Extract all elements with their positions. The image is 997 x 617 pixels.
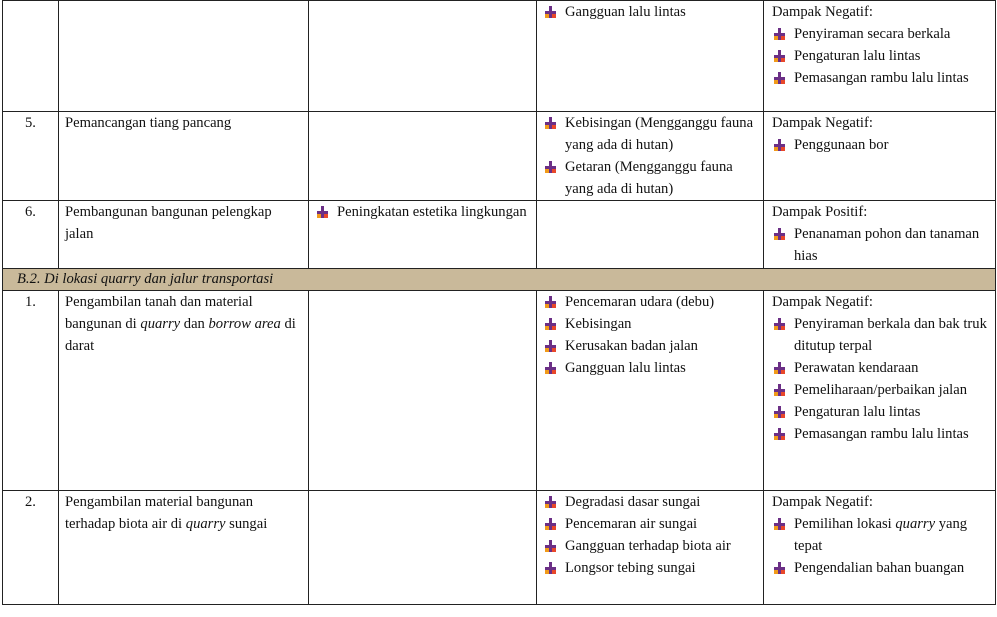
activity-cell: Pengambilan material bangunan terhadap biota air di quarry sungai (59, 491, 309, 605)
bullet-icon (317, 206, 328, 218)
negative-impact-cell (537, 491, 764, 605)
list-item: Peningkatan estetika lingkungan (315, 201, 530, 223)
activity-cell: Pengambilan tanah dan material bangunan di quarry dan borrow area di darat (59, 291, 309, 491)
table-row (3, 491, 996, 605)
positive-impact-cell (309, 1, 537, 112)
bullet-icon (545, 362, 556, 374)
table-row (3, 112, 996, 201)
bullet-icon (545, 117, 556, 129)
row-number: 2. (3, 491, 59, 605)
bullet-icon (774, 28, 785, 40)
activity-cell: Pemancangan tiang pancang (59, 112, 309, 201)
bullet-icon (774, 50, 785, 62)
list-item: Penyiraman secara berkala (772, 23, 989, 45)
negative-impact-cell (537, 201, 764, 269)
bullet-icon (545, 540, 556, 552)
bullet-icon (545, 340, 556, 352)
management-cell (764, 1, 996, 112)
bullet-icon (774, 228, 785, 240)
management-cell (764, 201, 996, 269)
impact-type-label: Dampak Negatif: (772, 115, 873, 131)
row-number: 5. (3, 112, 59, 201)
list-item: Degradasi dasar sungai (543, 491, 757, 513)
bullet-icon (545, 296, 556, 308)
positive-impact-cell (309, 291, 537, 491)
negative-impact-cell (537, 291, 764, 491)
management-cell (764, 112, 996, 201)
list-item: Pemasangan rambu lalu lintas (772, 423, 989, 445)
impact-type-label: Dampak Negatif: (772, 494, 873, 510)
table-row (3, 291, 996, 491)
list-item: Pemasangan rambu lalu lintas (772, 67, 989, 89)
list-item: Penggunaan bor (772, 134, 989, 156)
bullet-icon (774, 562, 785, 574)
row-number: 1. (3, 291, 59, 491)
bullet-icon (545, 6, 556, 18)
bullet-icon (545, 518, 556, 530)
list-item: Getaran (Mengganggu fauna yang ada di hutan) (543, 156, 757, 200)
positive-impact-cell (309, 201, 537, 269)
row-number: 6. (3, 201, 59, 269)
list-item: Kebisingan (543, 313, 757, 335)
list-item: Perawatan kendaraan (772, 357, 989, 379)
positive-impact-cell (309, 491, 537, 605)
section-title: B.2. Di lokasi quarry dan jalur transportasi (3, 269, 996, 291)
management-cell (764, 491, 996, 605)
bullet-icon (774, 72, 785, 84)
positive-impact-cell (309, 112, 537, 201)
bullet-icon (774, 518, 785, 530)
bullet-icon (774, 384, 785, 396)
row-number (3, 1, 59, 112)
list-item: Longsor tebing sungai (543, 557, 757, 579)
list-item: Gangguan lalu lintas (543, 1, 757, 23)
activity-cell: Pembangunan bangunan pelengkap jalan (59, 201, 309, 269)
impact-type-label: Dampak Positif: (772, 204, 868, 220)
impact-type-label: Dampak Negatif: (772, 294, 873, 310)
list-item: Pencemaran air sungai (543, 513, 757, 535)
list-item: Pengaturan lalu lintas (772, 45, 989, 67)
list-item: Pencemaran udara (debu) (543, 291, 757, 313)
bullet-icon (774, 406, 785, 418)
section-header-row (3, 269, 996, 291)
bullet-icon (545, 161, 556, 173)
impact-type-label: Dampak Negatif: (772, 4, 873, 20)
list-item: Gangguan lalu lintas (543, 357, 757, 379)
bullet-icon (774, 362, 785, 374)
table-row (3, 201, 996, 269)
negative-impact-cell (537, 112, 764, 201)
bullet-icon (774, 428, 785, 440)
negative-impact-cell (537, 1, 764, 112)
list-item: Kerusakan badan jalan (543, 335, 757, 357)
bullet-icon (545, 562, 556, 574)
list-item: Kebisingan (Mengganggu fauna yang ada di hutan) (543, 112, 757, 156)
list-item: Pengendalian bahan buangan (772, 557, 989, 579)
table-row (3, 1, 996, 112)
bullet-icon (774, 318, 785, 330)
list-item: Penanaman pohon dan tanaman hias (772, 223, 989, 267)
list-item: Pemilihan lokasi quarry yang tepat (772, 513, 989, 557)
list-item: Pengaturan lalu lintas (772, 401, 989, 423)
list-item: Gangguan terhadap biota air (543, 535, 757, 557)
impact-table (2, 0, 996, 605)
activity-cell (59, 1, 309, 112)
bullet-icon (545, 496, 556, 508)
list-item: Pemeliharaan/perbaikan jalan (772, 379, 989, 401)
bullet-icon (545, 318, 556, 330)
bullet-icon (774, 139, 785, 151)
list-item: Penyiraman berkala dan bak truk ditutup terpal (772, 313, 989, 357)
management-cell (764, 291, 996, 491)
